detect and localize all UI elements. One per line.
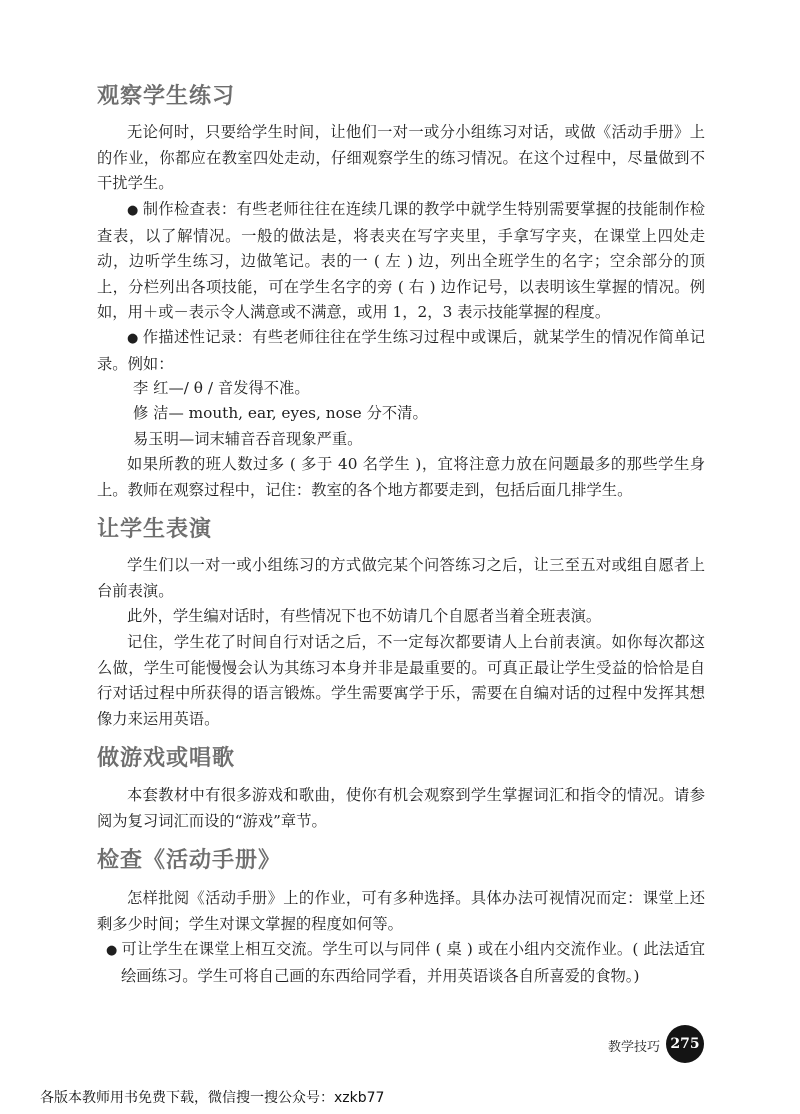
paragraph: 记住，学生花了时间自行对话之后，不一定每次都要请人上台前表演。如你每次都这么做，学生可能慢慢会认为其练习本身并非是最重要的。可真正最让学生受益的恰恰是自行对话过程中所获得的语言锻炼。学生需要寓学于乐，需要在自编对话的过程中发挥其想像力来运用英语。 [97,633,705,728]
bullet-icon: ● [106,943,118,958]
bullet-paragraph-notes [97,325,705,377]
paragraph: 怎样批阅《活动手册》上的作业，可有多种选择。具体办法可视情况而定：课堂上还剩多少时间；学生对课文掌握的程度如何等。 [97,889,705,933]
footer-section-label: 教学技巧 [607,1040,660,1055]
bullet-text: 可让学生在课堂上相互交流。学生可以与同伴 ( 桌 ) 或在小组内交流作业。( 此法适宜绘画练习。学生可将自己画的东西给同学看，并用英语谈各自所喜爱的食物。) [121,940,706,985]
page-number-badge: 275 [666,1025,704,1063]
bullet-icon: ● [127,331,139,346]
example-line: 修 洁— mouth, ear, eyes, nose 分不清。 [133,404,428,422]
paragraph: 无论何时，只要给学生时间，让他们一对一或分小组练习对话，或做《活动手册》上的作业，你都应在教室四处走动，仔细观察学生的练习情况。在这个过程中，尽量做到不干扰学生。 [97,123,705,192]
example-line: 易玉明—词末辅音吞音现象严重。 [133,430,363,448]
bullet-paragraph-exchange [106,937,706,989]
section-heading-perform: 让学生表演 [97,517,213,542]
paragraph: 此外，学生编对话时，有些情况下也不妨请几个自愿者当着全班表演。 [127,607,602,625]
bullet-paragraph-checklist [97,197,705,326]
paragraph: 学生们以一对一或小组练习的方式做完某个问答练习之后，让三至五对或组自愿者上台前表演。 [97,556,705,600]
section-heading-observe: 观察学生练习 [97,84,236,109]
watermark-text: 各版本教师用书免费下载，微信搜一搜公众号：xzkb77 [40,1090,385,1106]
example-line: 李 红—/ θ / 音发得不准。 [133,379,310,397]
section-heading-games: 做游戏或唱歌 [97,746,236,771]
section-heading-activity-book: 检查《活动手册》 [97,848,282,873]
paragraph: 本套教材中有很多游戏和歌曲，使你有机会观察到学生掌握词汇和指令的情况。请参阅为复习词汇而设的“游戏”章节。 [97,786,705,830]
bullet-text: 作描述性记录：有些老师往往在学生练习过程中或课后，就某学生的情况作简单记录。例如： [97,328,705,373]
bullet-text: 制作检查表：有些老师往往在连续几课的教学中就学生特别需要掌握的技能制作检查表，以了解情况。一般的做法是，将表夹在写字夹里，手拿写字夹，在课堂上四处走动，边听学生练习，边做笔记。表的一 ( 左 ) 边，列出全班学生的名字；空余部分的顶上，分栏列出各项技能，可在学生名字的旁 ( 右 ) 边作记号，以表明该生掌握的情况。例如，用＋或－表示令人满意或不满意，或用 1，2，3 表示技能掌握的程度。 [97,200,705,321]
paragraph: 如果所教的班人数过多 ( 多于 40 名学生 )，宜将注意力放在问题最多的那些学生身上。教师在观察过程中，记住：教室的各个地方都要走到，包括后面几排学生。 [97,455,705,499]
bullet-icon: ● [127,203,139,218]
